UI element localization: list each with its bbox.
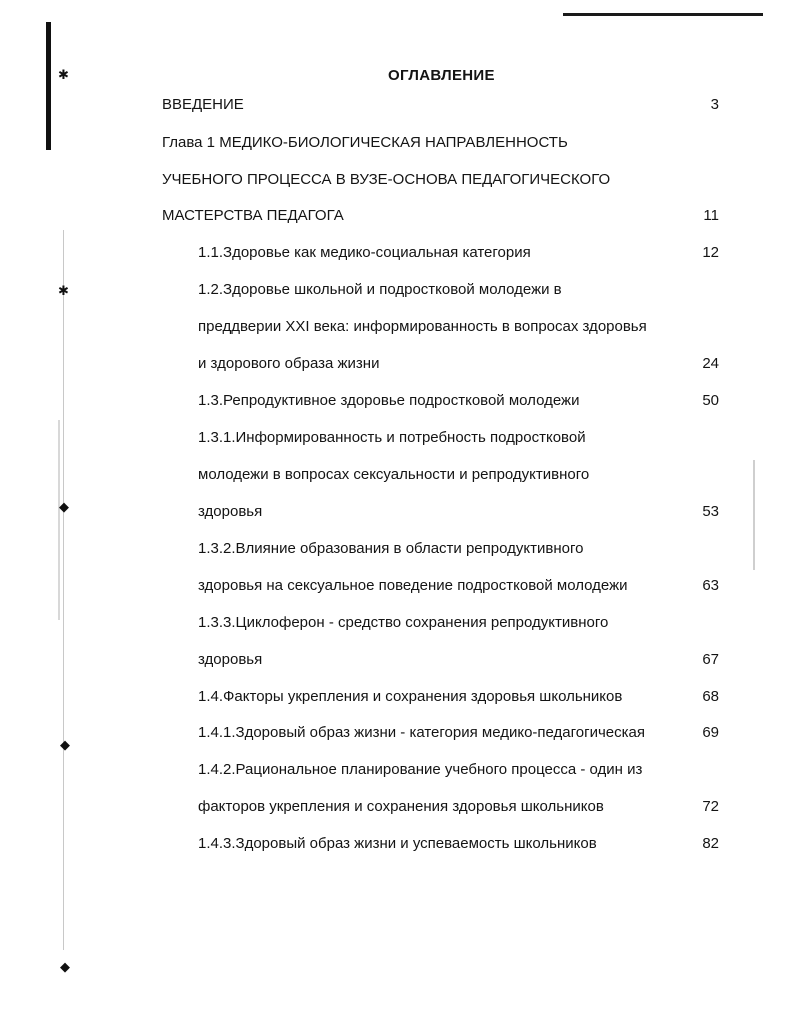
toc-entry-page: 12 xyxy=(702,244,719,261)
binding-hole-mark: ◆ xyxy=(60,737,70,752)
toc-entry-page: 11 xyxy=(703,207,719,224)
toc-entry-text: 1.1.Здоровье как медико-социальная категория xyxy=(198,244,531,261)
toc-entry-text: УЧЕБНОГО ПРОЦЕССА В ВУЗЕ-ОСНОВА ПЕДАГОГИЧЕСКОГО xyxy=(162,171,611,188)
toc-entry-page: 63 xyxy=(702,577,719,594)
toc-entry-page: 3 xyxy=(710,96,719,113)
toc-entry-text: 1.4.1.Здоровый образ жизни - категория медико-педагогическая xyxy=(198,724,645,741)
binding-hole-mark: ◆ xyxy=(59,499,69,514)
scan-left-bar xyxy=(46,22,51,150)
page-title: ОГЛАВЛЕНИЕ xyxy=(388,67,495,84)
toc-entry-text: 1.3.Репродуктивное здоровье подростковой молодежи xyxy=(198,392,580,409)
scan-top-rule xyxy=(563,13,763,16)
toc-entry-text: здоровья xyxy=(198,651,263,668)
toc-entry-page: 68 xyxy=(702,688,719,705)
toc-entry-text: здоровья xyxy=(198,503,263,520)
toc-entry-text: 1.3.2.Влияние образования в области репродуктивного xyxy=(198,540,584,557)
binding-hole-mark: ◆ xyxy=(60,959,70,974)
toc-entry-text: 1.3.1.Информированность и потребность подростковой xyxy=(198,429,586,446)
toc-entry-text: ВВЕДЕНИЕ xyxy=(162,96,244,113)
toc-entry-text: преддверии XXI века: информированность в вопросах здоровья xyxy=(198,318,647,335)
scan-left-line xyxy=(63,230,64,950)
toc-entry-text: МАСТЕРСТВА ПЕДАГОГА xyxy=(162,207,344,224)
toc-entry-text: здоровья на сексуальное поведение подростковой молодежи xyxy=(198,577,628,594)
toc-entry-page: 53 xyxy=(702,503,719,520)
toc-entry-page: 50 xyxy=(702,392,719,409)
toc-entry-text: 1.4.2.Рациональное планирование учебного процесса - один из xyxy=(198,761,643,778)
binding-hole-mark: ✱ xyxy=(58,67,69,82)
scan-left-line-2 xyxy=(58,420,60,620)
toc-entry-page: 67 xyxy=(702,651,719,668)
toc-entry-text: 1.3.3.Циклоферон - средство сохранения репродуктивного xyxy=(198,614,609,631)
toc-entry-text: 1.4.Факторы укрепления и сохранения здоровья школьников xyxy=(198,688,623,705)
scan-right-marks xyxy=(753,460,755,570)
toc-entry-text: и здорового образа жизни xyxy=(198,355,380,372)
toc-entry-text: факторов укрепления и сохранения здоровья школьников xyxy=(198,798,604,815)
binding-hole-mark: ✱ xyxy=(58,283,69,298)
toc-entry-page: 82 xyxy=(702,835,719,852)
toc-entry-text: 1.4.3.Здоровый образ жизни и успеваемость школьников xyxy=(198,835,597,852)
toc-entry-page: 69 xyxy=(702,724,719,741)
toc-entry-text: 1.2.Здоровье школьной и подростковой молодежи в xyxy=(198,281,562,298)
toc-entry-page: 72 xyxy=(702,798,719,815)
toc-entry-text: Глава 1 МЕДИКО-БИОЛОГИЧЕСКАЯ НАПРАВЛЕННОСТЬ xyxy=(162,134,568,151)
toc-entry-page: 24 xyxy=(702,355,719,372)
toc-entry-text: молодежи в вопросах сексуальности и репродуктивного xyxy=(198,466,590,483)
